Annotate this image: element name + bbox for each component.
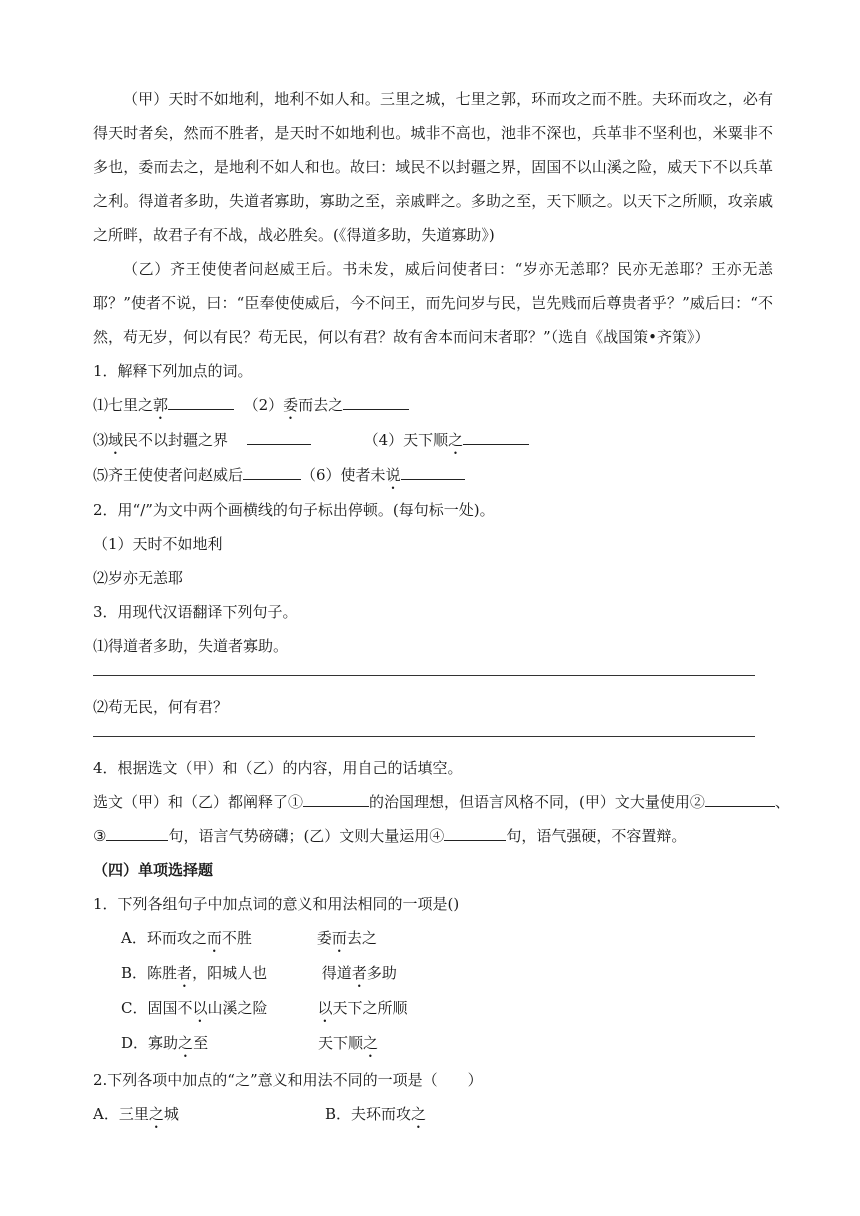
answer-blank[interactable] [444,826,506,841]
q4-title: 4．根据选文（甲）和（乙）的内容，用自己的话填空。 [93,759,463,777]
answer-blank[interactable] [106,826,168,841]
q2-title: 2．用“/”为文中两个画横线的句子标出停顿。(每句标一处)。 [93,501,495,519]
mc1-option-c[interactable]: C．固国不以山溪之险 以天下之所顺 [121,999,408,1017]
answer-blank[interactable] [303,792,369,807]
mc1-option-a[interactable]: A．环而攻之而不胜 委而去之 [121,929,377,947]
answer-blank[interactable] [401,465,465,480]
mc2-title: 2.下列各项中加点的“之”意义和用法不同的一项是（ ） [93,1071,483,1089]
answer-blank[interactable] [247,430,311,445]
q2-item-1: （1）天时不如地利 [93,535,223,553]
answer-blank[interactable] [243,465,301,480]
passage-b: （乙）齐王使使者问赵威王后。书未发，威后问使者曰：“岁亦无恙耶？民亦无恙耶？王亦无恙耶？”使者不说，曰：“臣奉使使威后，今不问王，而先问岁与民，岂先贱而后尊贵者乎？”威后曰：“不然，苟无岁，何以有民？苟无民，何以有君？故有舍本而问末者耶？”（选自《战国策•齐策》） [93,260,773,346]
q1-title: 1．解释下列加点的词。 [93,362,253,380]
mc2-option-a[interactable]: A．三里之城 [93,1105,179,1123]
mc2-options [93,1097,773,1132]
answer-blank[interactable] [705,792,775,807]
answer-line[interactable] [93,724,755,737]
document-page [93,82,790,1132]
q4-line-1: 选文（甲）和（乙）都阐释了① 的治国理想，但语言风格不同，(甲）文大量使用② 、 [93,793,790,811]
q1-row-3: ⑸齐王使使者问赵威后 （6）使者未说 [93,458,773,493]
q3-item-1: ⑴得道者多助，失道者寡助。 [93,637,289,655]
section-heading: （四）单项选择题 [93,861,214,879]
q2-item-2: ⑵岁亦无恙耶 [93,569,184,587]
passage-a: （甲）天时不如地利，地利不如人和。三里之城，七里之郭，环而攻之而不胜。夫环而攻之，必有得天时者矣，然而不胜者，是天时不如地利也。城非不高也，池非不深也，兵革非不坚利也，米粟非不多也，委而去之，是地利不如人和也。故曰：域民不以封疆之界，固国不以山溪之险，威天下不以兵革之利。得道者多助，失道者寡助，寡助之至，亲戚畔之。多助之至，天下顺之。以天下之所顺，攻亲戚之所畔，故君子有不战，战必胜矣。(《得道多助，失道寡助》) [93,90,773,244]
answer-line[interactable] [93,663,755,676]
answer-blank[interactable] [168,395,234,410]
q3-item-2: ⑵苟无民，何有君？ [93,698,229,716]
q4-line-2: ③ 句，语言气势磅礴；(乙）文则大量运用④ 句，语气强硬，不容置辩。 [93,827,687,845]
answer-blank[interactable] [343,395,409,410]
q1-row-1: ⑴七里之郭 （2）委而去之 [93,388,773,423]
mc1-option-d[interactable]: D．寡助之至 天下顺之 [121,1034,379,1052]
mc1-option-b[interactable]: B．陈胜者，阳城人也 得道者多助 [121,964,397,982]
answer-blank[interactable] [463,430,529,445]
q3-title: 3．用现代汉语翻译下列句子。 [93,603,298,621]
mc1-title: 1．下列各组句子中加点词的意义和用法相同的一项是() [93,895,460,913]
q1-row-2: ⑶域民不以封疆之界 （4）天下顺之 [93,423,773,458]
mc2-option-b[interactable]: B．夫环而攻之 [325,1105,427,1123]
